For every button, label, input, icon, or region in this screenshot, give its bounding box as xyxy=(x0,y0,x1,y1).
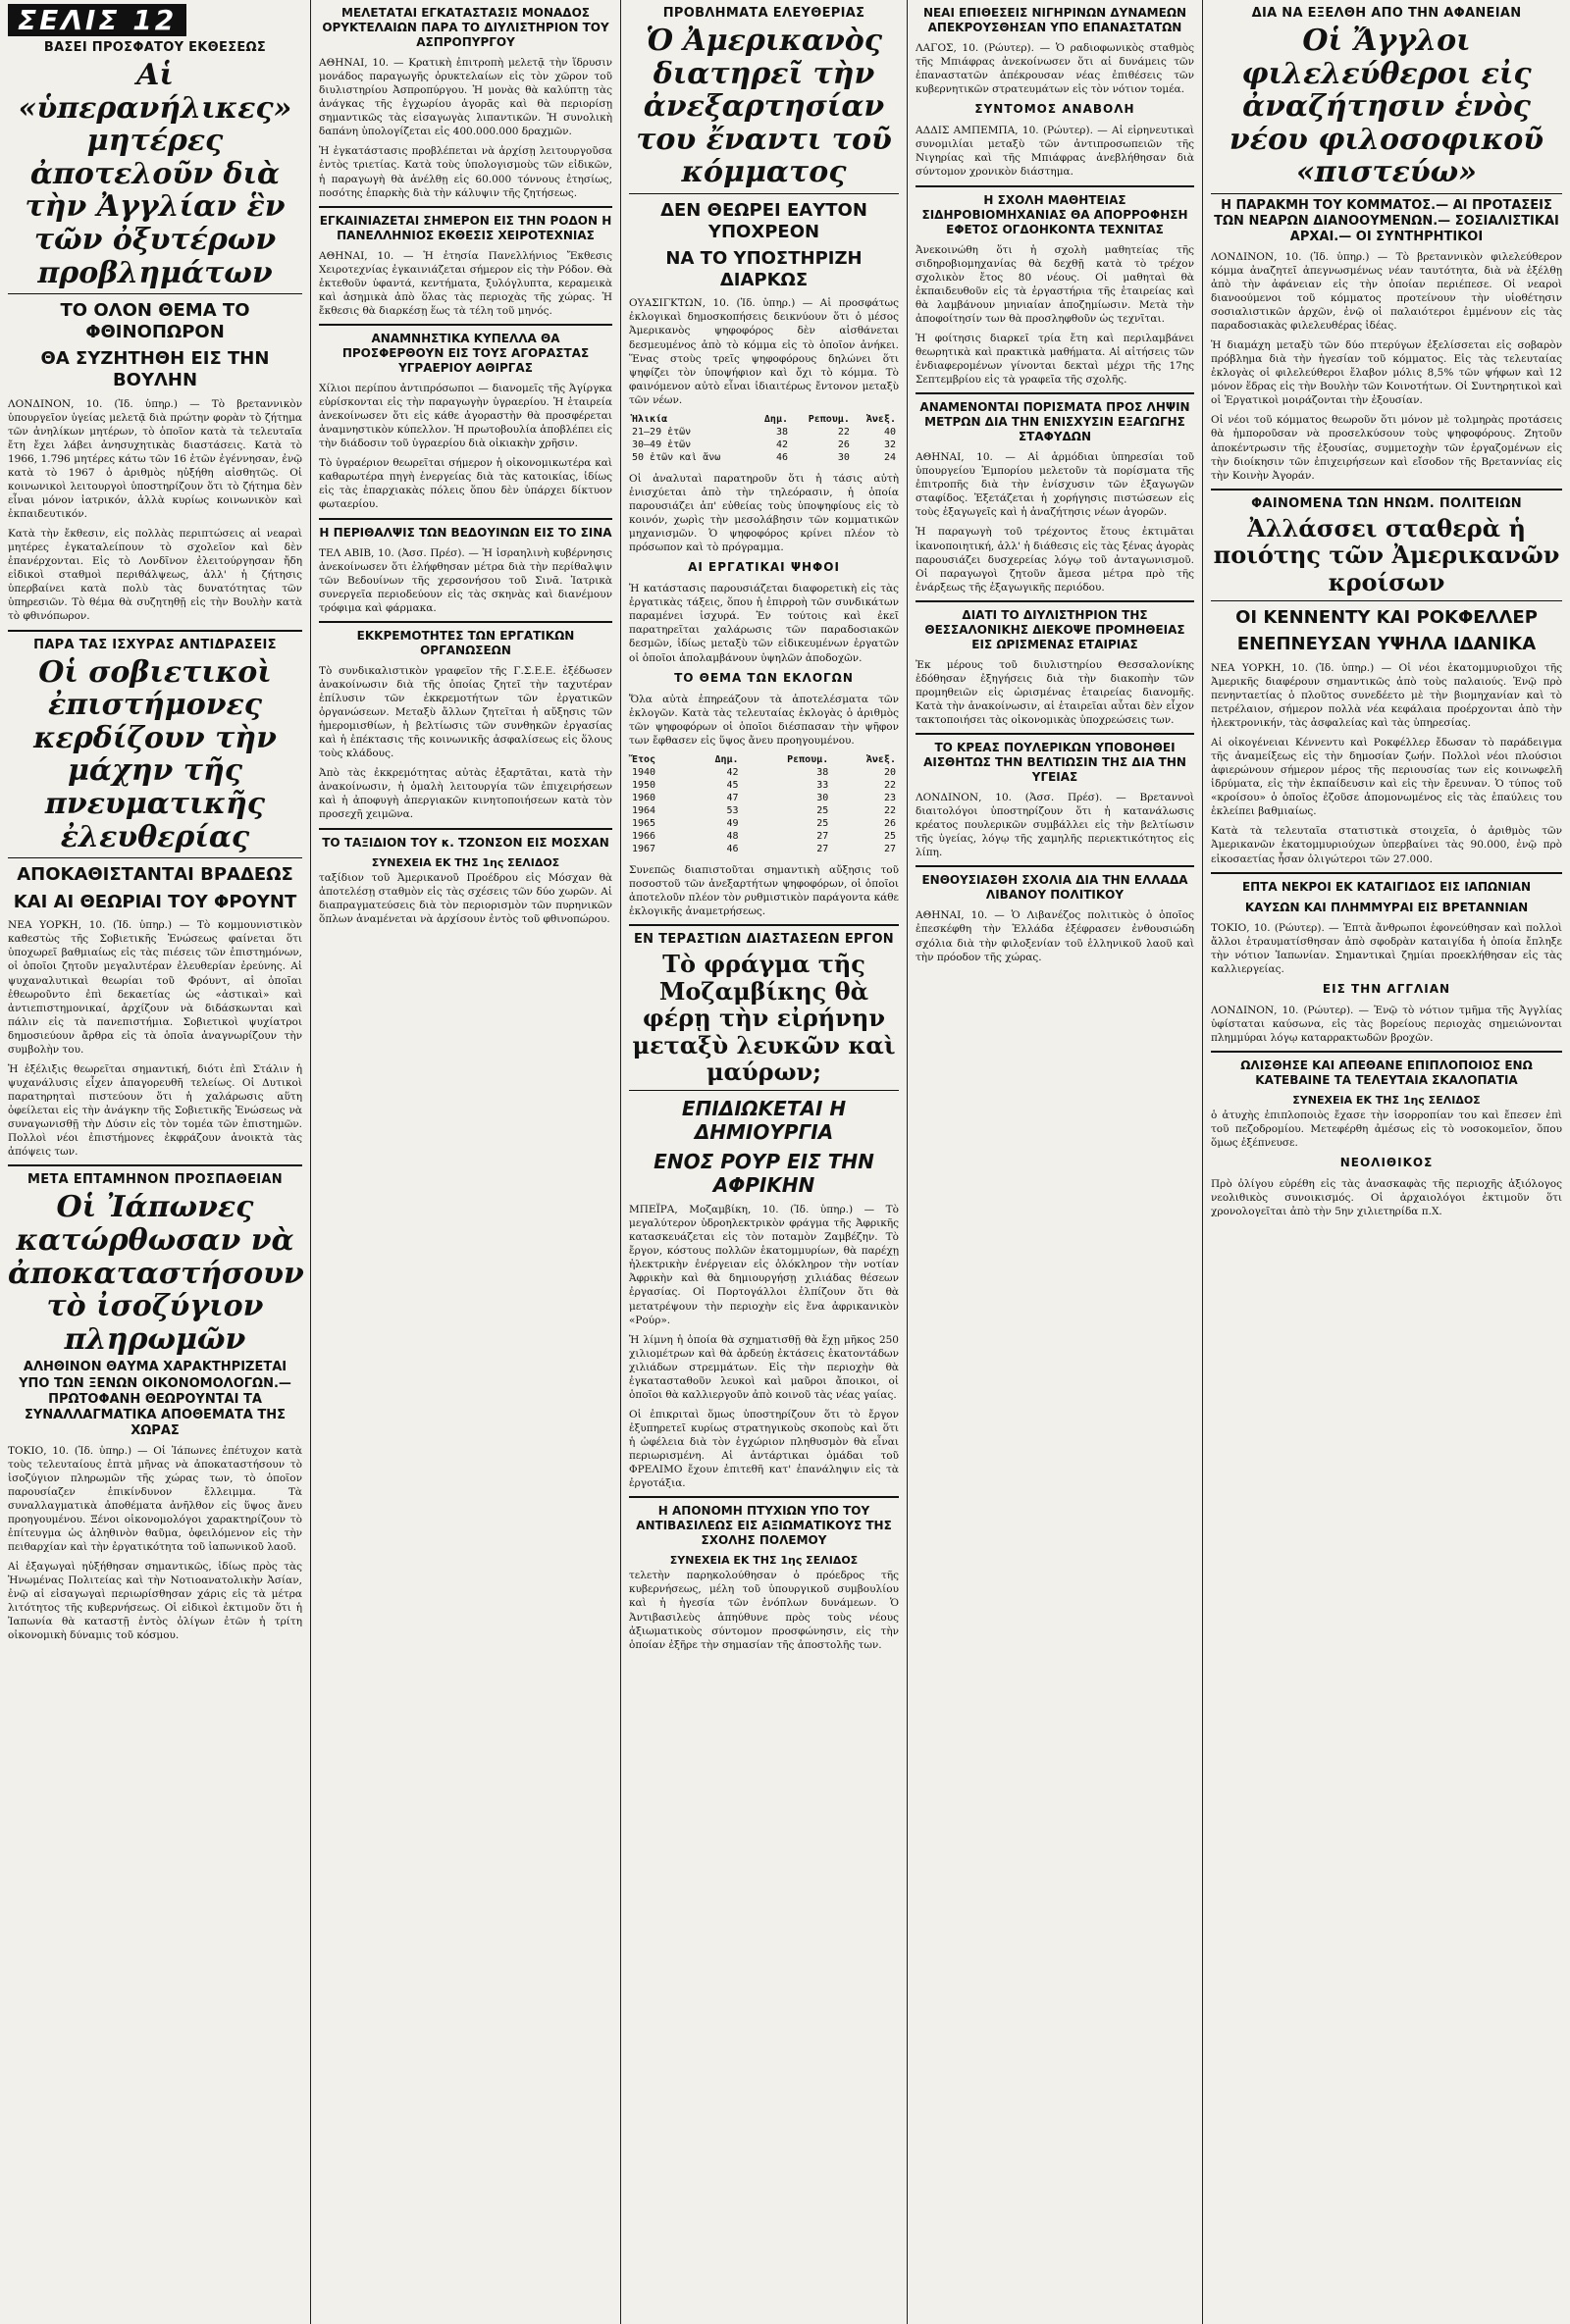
article-body: Ἡ παραγωγὴ τοῦ τρέχοντος ἔτους ἐκτιμᾶται ἱκανοποιητική, ἀλλ' ἡ διάθεσις εἰς τὰς ξένας ἀγορὰς παρουσιάζει δυσχερείας λόγῳ τοῦ ἀνταγωνισμοῦ. Οἱ παραγωγοὶ ζητοῦν ἄμεσα μέτρα πρὸ τῆς ἐνάρξεως τῆς ἐξαγωγικῆς περιόδου. xyxy=(916,526,1194,594)
subhead: ΘΑ ΣΥΖΗΤΗΘΗ ΕΙΣ ΤΗΝ ΒΟΥΛΗΝ xyxy=(40,348,270,390)
stats-years-cell: 45 xyxy=(726,779,739,791)
kicker: Η ΠΕΡΙΘΑΛΨΙΣ ΤΩΝ ΒΕΔΟΥΙΝΩΝ ΕΙΣ ΤΟ ΣΙΝΑ xyxy=(319,525,612,540)
stats-table-age xyxy=(629,413,899,464)
stats-years-cell: 1967 xyxy=(632,843,656,854)
continuation-label: ΣΥΝΕΧΕΙΑ ΕΚ ΤΗΣ 1ης ΣΕΛΙΔΟΣ xyxy=(1292,1094,1481,1107)
stats-years-cell: 25 xyxy=(816,817,829,829)
article-body: Ἡ λίμνη ἡ ὁποία θὰ σχηματισθῇ θὰ ἔχῃ μῆκος 250 χιλιομέτρων καὶ θὰ ἀρδεύῃ ἐκτάσεις ἑκατοντάδων χιλιάδων στρεμμάτων. Εἰς τὴν περιοχὴν θὰ ἐγκατασταθοῦν λευκοὶ καὶ μαῦροι ἄποικοι, οἱ ὁποῖοι θὰ καλλιεργοῦν ἀπὸ κοινοῦ τὰς νέας γαίας. xyxy=(629,1333,899,1401)
subhead: ΔΕΝ ΘΕΩΡΕΙ ΕΑΥΤΟΝ ΥΠΟΧΡΕΟΝ xyxy=(660,199,867,242)
stats-years-cell: 33 xyxy=(816,779,829,791)
stats-years-row xyxy=(629,779,899,792)
stats-years-cell: 1940 xyxy=(632,766,656,778)
article-body: ΑΔΔΙΣ ΑΜΠΕΜΠΑ, 10. (Ρώυτερ). — Αἱ εἰρηνευτικαὶ συνομιλίαι μεταξὺ τῶν ἀντιπροσωπειῶν τῆς Νιγηρίας καὶ τῆς Μπιάφρας ἀνεβλήθησαν διὰ σύντομον χρονικὸν διάστημα. xyxy=(916,125,1194,179)
section-sign: ΣΥΝΤΟΜΟΣ ΑΝΑΒΟΛΗ xyxy=(974,102,1135,117)
article-body: ΝΕΑ ΥΟΡΚΗ, 10. (Ἰδ. ὑπηρ.) — Οἱ νέοι ἑκατομμυριοῦχοι τῆς Ἀμερικῆς διαφέρουν σημαντικῶς ἀπὸ τοὺς παλαιούς. Ἐνῷ πρὸ πενηνταετίας ὁ πλοῦτος συνεδέετο μὲ τὴν βιομηχανίαν καὶ τὸ πετρέλαιον, σήμερον πολλὰ νέα κεφάλαια προέρχονται ἀπὸ τὴν ἠλεκτρονικήν, τὰς ἀσφαλείας καὶ τὰς ὑπηρεσίας. xyxy=(1211,661,1562,729)
stats-years-cell: 30 xyxy=(816,792,829,803)
stats-years-cell: 1966 xyxy=(632,830,656,842)
stats-years-cell: 27 xyxy=(883,843,896,854)
page-number-masthead: ΣΕΛΙΣ 12 xyxy=(8,4,186,36)
kicker: ΤΟ ΤΑΞΙΔΙΟΝ ΤΟΥ κ. ΤΖΟΝΣΟΝ ΕΙΣ ΜΟΣΧΑΝ xyxy=(322,835,609,850)
kicker: ΔΙΑΤΙ ΤΟ ΔΙΥΛΙΣΤΗΡΙΟΝ ΤΗΣ ΘΕΣΣΑΛΟΝΙΚΗΣ ΔΙΕΚΟΨΕ ΠΡΟΜΗΘΕΙΑΣ ΕΙΣ ΩΡΙΣΜΕΝΑΣ ΕΤΑΙΡΙΑΣ xyxy=(924,607,1185,651)
article-body: ΑΘΗΝΑΙ, 10. — Αἱ ἁρμόδιαι ὑπηρεσίαι τοῦ ὑπουργείου Ἐμπορίου μελετοῦν τὰ πορίσματα τῆς ἐπιτροπῆς διὰ τὴν ἐνίσχυσιν τῶν ἐξαγωγῶν σταφίδος. Ἐξετάζεται ἡ χορήγησις πιστώσεων εἰς τοὺς ἐξαγωγεῖς καὶ ἡ ἀναζήτησις νέων ἀγορῶν. xyxy=(916,451,1194,519)
kicker: ΕΚΚΡΕΜΟΤΗΤΕΣ ΤΩΝ ΕΡΓΑΤΙΚΩΝ ΟΡΓΑΝΩΣΕΩΝ xyxy=(356,628,575,657)
kicker: ΚΑΥΣΩΝ ΚΑΙ ΠΛΗΜΜΥΡΑΙ ΕΙΣ ΒΡΕΤΑΝΝΙΑΝ xyxy=(1244,900,1529,914)
article-body: Ἡ κατάστασις παρουσιάζεται διαφορετικὴ εἰς τὰς ἐργατικὰς τάξεις, ὅπου ἡ ἐπιρροὴ τῶν συνδικάτων παραμένει ἰσχυρά. Ἐν τούτοις καὶ ἐκεῖ παρατηρεῖται χαλάρωσις τῶν παραδοσιακῶν δεσμῶν, ἰδίως μεταξὺ τῶν εἰδικευμένων ἐργατῶν οἱ ὁποῖοι ἀπολαμβάνουν ὑψηλῶν ἀποδοχῶν. xyxy=(629,583,899,664)
stats-years-row xyxy=(629,830,899,843)
article-body: τελετὴν παρηκολούθησαν ὁ πρόεδρος τῆς κυβερνήσεως, μέλη τοῦ ὑπουργικοῦ συμβουλίου καὶ ἡ ἡγεσία τῶν ἐνόπλων δυνάμεων. Ὁ Ἀντιβασιλεὺς ἀπηύθυνε πρὸς τοὺς νέους ἀξιωματικοὺς σύντομον προσφώνησιν, εἰς τὴν ὁποίαν ἐξῆρε τὴν σημασίαν τῆς ἀποστολῆς των. xyxy=(629,1570,899,1651)
article-body: ΟΥΑΣΙΓΚΤΩΝ, 10. (Ἰδ. ὑπηρ.) — Αἱ προσφάτως ἐκλογικαὶ δημοσκοπήσεις δεικνύουν ὅτι ὁ μέσος Ἀμερικανὸς ψηφοφόρος δὲν αἰσθάνεται δεσμευμένος ἀπὸ τὸ κόμμα εἰς τὸ ὁποῖον ἀνήκει. Ἕνας στοὺς τρεῖς ψηφοφόρους δηλώνει ὅτι ψηφίζει τὸν ὑποψήφιον καὶ ὄχι τὸ κόμμα. Τὸ φαινόμενον αὐτὸ εἶναι ἰδιαιτέρως ἔντονον μεταξὺ τῶν νέων. xyxy=(629,297,899,406)
headline-japan-balance: Οἱ Ἰάπωνες κατώρθωσαν νὰ ἀποκαταστήσουν τὸ ἰσοζύγιον πληρωμῶν xyxy=(8,1190,304,1357)
stats-years-cell: 49 xyxy=(726,817,739,829)
stats-years-cell: 27 xyxy=(816,830,829,842)
kicker: ΑΝΑΜΝΗΣΤΙΚΑ ΚΥΠΕΛΛΑ ΘΑ ΠΡΟΣΦΕΡΘΟΥΝ ΕΙΣ ΤΟΥΣ ΑΓΟΡΑΣΤΑΣ ΥΓΡΑΕΡΙΟΥ ΑΘΙΡΓΑΣ xyxy=(341,331,590,375)
column-5 xyxy=(1203,0,1570,2324)
section-sign: ΕΙΣ ΤΗΝ ΑΓΓΛΙΑΝ xyxy=(1322,981,1451,996)
kicker: ΔΙΑ ΝΑ ΕΞΕΛΘΗ ΑΠΟ ΤΗΝ ΑΦΑΝΕΙΑΝ xyxy=(1251,6,1522,21)
stats-age-row xyxy=(629,439,899,451)
kicker: ΕΠΤΑ ΝΕΚΡΟΙ ΕΚ ΚΑΤΑΙΓΙΔΟΣ ΕΙΣ ΙΑΠΩΝΙΑΝ xyxy=(1241,879,1532,894)
article-body: ΛΑΓΟΣ, 10. (Ρώυτερ). — Ὁ ραδιοφωνικὸς σταθμὸς τῆς Μπιάφρας ἀνεκοίνωσεν ὅτι αἱ δυνάμεις τῶν ἐπαναστατῶν ἀπέκρουσαν νέας ἐπιθέσεις τῶν κυβερνητικῶν στρατευμάτων εἰς τὸν νότιον τομέα. xyxy=(916,42,1194,96)
stats-age-cell: 46 xyxy=(775,451,788,463)
kicker: ΠΑΡΑ ΤΑΣ ΙΣΧΥΡΑΣ ΑΝΤΙΔΡΑΣΕΙΣ xyxy=(33,637,277,652)
stats-years-row xyxy=(629,804,899,817)
stats-years-cell: 20 xyxy=(883,766,896,778)
column-2 xyxy=(311,0,620,2324)
article-body: Ἀνεκοινώθη ὅτι ἡ σχολὴ μαθητείας τῆς σιδηροβιομηχανίας θὰ δεχθῇ κατὰ τὸ τρέχον σχολικὸν ἔτος 80 νέους. Οἱ μαθηταὶ θὰ ἐκπαιδευθοῦν εἰς τὰ ἐργαστήρια τῆς ἑταιρείας καὶ θὰ λαμβάνουν μηνιαίαν ἀποζημίωσιν. Μετὰ τὴν ἀποφοίτησίν των θὰ προσληφθοῦν ὡς τεχνῖται. xyxy=(916,243,1194,325)
subhead: Η ΠΑΡΑΚΜΗ ΤΟΥ ΚΟΜΜΑΤΟΣ.— ΑΙ ΠΡΟΤΑΣΕΙΣ ΤΩΝ ΝΕΑΡΩΝ ΔΙΑΝΟΟΥΜΕΝΩΝ.— ΣΟΣΙΑΛΙΣΤΙΚΑΙ ΑΡΧΑΙ.— ΟΙ ΣΥΝΤΗΡΗΤΙΚΟΙ xyxy=(1214,197,1559,245)
headline-american-independence: Ὁ Ἀμερικανὸς διατηρεῖ τὴν ἀνεξαρτησίαν του ἔναντι τοῦ κόμματος xyxy=(636,24,892,190)
stats-years-cell: 22 xyxy=(883,804,896,816)
stats-age-cell: 24 xyxy=(883,451,896,463)
stats-age-header-cell: Δημ. xyxy=(763,413,788,425)
stats-years-cell: 42 xyxy=(726,766,739,778)
article-body: ΛΟΝΔΙΝΟΝ, 10. (Ρώυτερ). — Ἐνῷ τὸ νότιον τμῆμα τῆς Ἀγγλίας ὑφίσταται καύσωνα, εἰς τὰς βορείους περιοχὰς σημειώνονται πλημμύραι λόγῳ καταρρακτωδῶν βροχῶν. xyxy=(1211,1004,1562,1044)
stats-years-cell: 38 xyxy=(816,766,829,778)
stats-years-row xyxy=(629,843,899,855)
article-body: Οἱ ἀναλυταὶ παρατηροῦν ὅτι ἡ τάσις αὐτὴ ἐνισχύεται ἀπὸ τὴν τηλεόρασιν, ἡ ὁποία παρουσιάζει ἀπ' εὐθείας τοὺς ὑποψηφίους εἰς τὸ κοινόν, χωρὶς τὴν μεσολάβησιν τῶν κομματικῶν μηχανισμῶν. Ὁ ψηφοφόρος κρίνει πλέον τὸ πρόσωπον καὶ τὸ πρόγραμμα. xyxy=(629,472,899,554)
article-body: ΜΠΕΪΡΑ, Μοζαμβίκη, 10. (Ἰδ. ὑπηρ.) — Τὸ μεγαλύτερον ὑδροηλεκτρικὸν φράγμα τῆς Ἀφρικῆς κατασκευάζεται εἰς τὸν ποταμὸν Ζαμβέζην. Τὸ ἔργον, κόστους πολλῶν ἑκατομμυρίων, θὰ παρέχῃ ἠλεκτρικὴν ἐνέργειαν εἰς ὁλόκληρον τὴν νοτίαν Ἀφρικὴν καὶ θὰ δημιουργήσῃ χιλιάδας θέσεων ἐργασίας. Οἱ Πορτογάλλοι ἐλπίζουν ὅτι θὰ μετατρέψουν τὴν περιοχὴν εἰς ἕνα ἀφρικανικὸν «Ρούρ». xyxy=(629,1204,899,1326)
stats-years-cell: 22 xyxy=(883,779,896,791)
stats-age-cell: 22 xyxy=(837,426,850,438)
kicker: ΠΡΟΒΛΗΜΑΤΑ ΕΛΕΥΘΕΡΙΑΣ xyxy=(662,6,865,21)
stats-years-cell: 25 xyxy=(816,804,829,816)
article-body: Πρὸ ὀλίγου εὑρέθη εἰς τὰς ἀνασκαφὰς τῆς περιοχῆς ἀξιόλογος νεολιθικὸς συνοικισμός. Οἱ ἀρχαιολόγοι ἐκτιμοῦν ὅτι χρονολογεῖται ἀπὸ τὴν 5ην χιλιετηρίδα π.Χ. xyxy=(1211,1178,1562,1218)
article-body: ΤΟΚΙΟ, 10. (Ἰδ. ὑπηρ.) — Οἱ Ἰάπωνες ἐπέτυχον κατὰ τοὺς τελευταίους ἑπτὰ μῆνας νὰ ἀποκαταστήσουν τὸ ἰσοζύγιον πληρωμῶν τῆς χώρας των, τὸ ὁποῖον παρουσίαζεν ἐπικίνδυνον ἔλλειμμα. Τὰ συναλλαγματικὰ ἀποθέματα ἀνῆλθον εἰς ὕψος ἄνευ προηγουμένου. Ξένοι οἰκονομολόγοι χαρακτηρίζουν τὸ ἐπίτευγμα ὡς ἀληθινὸν θαῦμα, ὀφειλόμενον εἰς τὴν πειθαρχίαν καὶ τὴν ἐργατικότητα τοῦ ἰαπωνικοῦ λαοῦ. xyxy=(8,1444,302,1553)
kicker: ΜΕΛΕΤΑΤΑΙ ΕΓΚΑΤΑΣΤΑΣΙΣ ΜΟΝΑΔΟΣ ΟΡΥΚΤΕΛΑΙΩΝ ΠΑΡΑ ΤΟ ΔΙΥΛΙΣΤΗΡΙΟΝ ΤΟΥ ΑΣΠΡΟΠΥΡΓΟΥ xyxy=(322,6,609,49)
article-body: ΤΕΛ ΑΒΙΒ, 10. (Ἀσσ. Πρέσ). — Ἡ ἰσραηλινὴ κυβέρνησις ἀνεκοίνωσεν ὅτι ἐλήφθησαν μέτρα διὰ τὴν περίθαλψιν τῶν Βεδουίνων τῆς χερσονήσου τοῦ Σινᾶ. Ἰατρικὰ συνεργεῖα περιοδεύουν εἰς τὰς σκηνὰς καὶ διανέμουν τρόφιμα καὶ φάρμακα. xyxy=(319,546,612,614)
subhead: ΝΑ ΤΟ ΥΠΟΣΤΗΡΙΖΗ ΔΙΑΡΚΩΣ xyxy=(665,248,863,290)
article-body: Ἐκ μέρους τοῦ διυλιστηρίου Θεσσαλονίκης ἐδόθησαν ἐξηγήσεις διὰ τὴν διακοπὴν τῶν προμηθειῶν εἰς ὡρισμένας ἑταιρείας διανομῆς. Κατὰ τὴν ἀνακοίνωσιν, αἱ ἑταιρεῖαι αὗται δὲν εἶχον τακτοποιήσει τὰς οἰκονομικὰς ὑποχρεώσεις των. xyxy=(916,658,1194,726)
article-body: Κατὰ τὴν ἔκθεσιν, εἰς πολλὰς περιπτώσεις αἱ νεαραὶ μητέρες ἐγκαταλείπουν τὸ σχολεῖον καὶ δὲν ἐπανέρχονται. Εἰς τὸ Λονδῖνον ἐλειτούργησαν ἤδη εἰδικοὶ σταθμοὶ περιθάλψεως, ἀλλ' ἡ ζήτησις ὑπερβαίνει κατὰ πολὺ τὰς δυνατότητας τῶν ὑπηρεσιῶν. Τὸ θέμα θὰ συζητηθῇ εἰς τὴν Βουλὴν κατὰ τὸ φθινόπωρον. xyxy=(8,528,302,623)
subhead: ΑΠΟΚΑΘΙΣΤΑΝΤΑΙ ΒΡΑΔΕΩΣ xyxy=(17,864,293,886)
subhead: ΕΝΕΠΝΕΥΣΑΝ ΥΨΗΛΑ ΙΔΑΝΙΚΑ xyxy=(1236,634,1537,655)
stats-age-header-cell: Ἡλικία xyxy=(632,413,668,425)
stats-table-years xyxy=(629,753,899,855)
stats-years-row xyxy=(629,817,899,830)
article-body: ταξίδιον τοῦ Ἀμερικανοῦ Προέδρου εἰς Μόσχαν θὰ ἀποτελέσῃ σταθμὸν εἰς τὰς σχέσεις τῶν δύο χωρῶν. Αἱ διαπραγματεύσεις διὰ τὸν περιορισμὸν τῶν πυρηνικῶν ὅπλων ἀναμένεται νὰ ἀρχίσουν ἐντὸς τοῦ φθινοπώρου. xyxy=(319,871,612,925)
kicker: Η ΑΠΟΝΟΜΗ ΠΤΥΧΙΩΝ ΥΠΟ ΤΟΥ ΑΝΤΙΒΑΣΙΛΕΩΣ ΕΙΣ ΑΞΙΩΜΑΤΙΚΟΥΣ ΤΗΣ ΣΧΟΛΗΣ ΠΟΛΕΜΟΥ xyxy=(636,1504,892,1548)
stats-years-cell: 1960 xyxy=(632,792,656,803)
stats-years-cell: 1950 xyxy=(632,779,656,791)
article-body: Κατὰ τὰ τελευταῖα στατιστικὰ στοιχεῖα, ὁ ἀριθμὸς τῶν Ἀμερικανῶν ἑκατομμυριούχων ὑπερβαίνει τὰς 90.000, ἐνῷ πρὸ εἰκοσαετίας ἦσαν ὀλιγώτεροι τῶν 27.000. xyxy=(1211,825,1562,865)
article-body: ὁ ἀτυχὴς ἐπιπλοποιὸς ἔχασε τὴν ἰσορροπίαν του καὶ ἔπεσεν ἐπὶ τοῦ πεζοδρομίου. Μετεφέρθη ἀμέσως εἰς τὸ νοσοκομεῖον, ὅπου ὅμως ἐξέπνευσε. xyxy=(1211,1110,1562,1150)
article-body: Οἱ νέοι τοῦ κόμματος θεωροῦν ὅτι μόνον μὲ τολμηρὰς προτάσεις θὰ ἠμποροῦσαν νὰ προσελκύσουν τοὺς ψηφοφόρους. Ζητοῦν ἀποκέντρωσιν τῆς ἐξουσίας, συμμετοχὴν τῶν ἐργαζομένων εἰς τὴν διοίκησιν τῶν ἐπιχειρήσεων καὶ εἴσοδον τῆς Βρεταννίας εἰς τὴν Κοινὴν Ἀγοράν. xyxy=(1211,414,1562,482)
column-1 xyxy=(0,0,310,2324)
stats-years-header-cell: Ἔτος xyxy=(632,753,656,765)
article-body: Ὅλα αὐτὰ ἐπηρεάζουν τὰ ἀποτελέσματα τῶν ἐκλογῶν. Κατὰ τὰς τελευταίας ἐκλογὰς ὁ ἀριθμὸς τῶν ψηφοφόρων οἱ ὁποῖοι διέσπασαν τὴν ψῆφον των ἔφθασεν εἰς ὕψος ἄνευ προηγουμένου. xyxy=(629,693,899,747)
stats-age-cell: 38 xyxy=(775,426,788,438)
continuation-label: ΣΥΝΕΧΕΙΑ ΕΚ ΤΗΣ 1ης ΣΕΛΙΔΟΣ xyxy=(669,1554,859,1568)
stats-years-row xyxy=(629,792,899,804)
stats-years-cell: 48 xyxy=(726,830,739,842)
article-body: ΛΟΝΔΙΝΟΝ, 10. (Ἰδ. ὑπηρ.) — Τὸ βρεταννικὸν φιλελεύθερον κόμμα ἀναζητεῖ ἀπεγνωσμένως νέαν ταυτότητα, διὰ νὰ ἐξέλθῃ ἀπὸ τὴν ἀφάνειαν εἰς τὴν ὁποίαν περιέπεσε. Οἱ νεαροὶ διανοούμενοι τοῦ κόμματος προτείνουν τὴν υἱοθέτησιν σοσιαλιστικῶν ἀρχῶν, ἐνῷ οἱ παλαιότεροι ἐμμένουν εἰς τὰς παραδοσιακὰς φιλελευθέρας ἰδέας. xyxy=(1211,250,1562,333)
stats-years-cell: 1964 xyxy=(632,804,656,816)
article-body: Τὸ ὑγραέριον θεωρεῖται σήμερον ἡ οἰκονομικωτέρα καὶ καθαρωτέρα πηγὴ ἐνεργείας διὰ τὰς κατοικίας, ἰδίως εἰς τὰς ἐπαρχιακὰς πόλεις ὅπου δὲν ὑπάρχει δίκτυον φωταερίου. xyxy=(319,457,612,511)
stats-age-cell: 30 xyxy=(837,451,850,463)
article-body: ΛΟΝΔΙΝΟΝ, 10. (Ἀσσ. Πρέσ). — Βρεταννοὶ διαιτολόγοι ὑποστηρίζουν ὅτι ἡ κατανάλωσις κρέατος πουλερικῶν συμβάλλει εἰς τὴν βελτίωσιν τῆς ὑγείας, λόγῳ τῆς χαμηλῆς περιεκτικότητος εἰς λίπη. xyxy=(916,792,1194,859)
headline-mothers: Αἱ «ὑπερανήλικες» μητέρες ἀποτελοῦν διὰ τὴν Ἀγγλίαν ἓν τῶν ὀξυτέρων προβλημάτων xyxy=(18,58,292,290)
stats-age-cell: 50 ἐτῶν καὶ ἄνω xyxy=(632,451,721,463)
article-body: ΑΘΗΝΑΙ, 10. — Ἡ ἐτησία Πανελλήνιος Ἔκθεσις Χειροτεχνίας ἐγκαινιάζεται σήμερον εἰς τὴν Ρόδον. Θὰ ἐκτεθοῦν ὑφαντά, κεντήματα, ξυλόγλυπτα, κεραμεικὰ καὶ ἀσημικὰ ἀπὸ ὅλας τὰς περιοχὰς τῆς χώρας. Ἡ ἔκθεσις θὰ διαρκέσῃ ἕως τὰ τέλη τοῦ μηνός. xyxy=(319,249,612,317)
stats-age-cell: 42 xyxy=(775,439,788,450)
kicker: ΕΝ ΤΕΡΑΣΤΙΩΝ ΔΙΑΣΤΑΣΕΩΝ ΕΡΓΟΝ xyxy=(634,932,894,948)
subhead: ΑΛΗΘΙΝΟΝ ΘΑΥΜΑ ΧΑΡΑΚΤΗΡΙΖΕΤΑΙ ΥΠΟ ΤΩΝ ΞΕΝΩΝ ΟΙΚΟΝΟΜΟΛΟΓΩΝ.— ΠΡΩΤΟΦΑΝΗ ΘΕΩΡΟΥΝΤΑΙ ΤΑ ΣΥΝΑΛΛΑΓΜΑΤΙΚΑ ΑΠΟΘΕΜΑΤΑ ΤΗΣ ΧΩΡΑΣ xyxy=(19,1360,291,1439)
stats-age-cell: 30—49 ἐτῶν xyxy=(632,439,692,450)
stats-years-header-cell: Ἀνεξ. xyxy=(865,753,896,765)
article-body: Αἱ οἰκογένειαι Κέννεντυ καὶ Ροκφέλλερ ἔδωσαν τὸ παράδειγμα τῆς ἀναμείξεως εἰς τὴν δημοσίαν ζωήν. Πολλοὶ νέοι πλούσιοι ἀφιερώνουν σήμερον μέρος τῆς περιουσίας των εἰς κοινωφελῆ ἱδρύματα, εἰς τὴν ἐκπαίδευσιν καὶ εἰς τὴν ἔρευναν. Ὁ τύπος τοῦ «κροίσου» ὁ ὁποῖος ἐζοῦσε ἀπομονωμένος εἰς τὰς ἐπαύλεις του ἐκλείπει βαθμιαίως. xyxy=(1211,737,1562,818)
article-body: Χίλιοι περίπου ἀντιπρόσωποι — διανομεῖς τῆς Ἀγίργκα εὑρίσκονται εἰς τὴν παραγωγὴν ὑγραερίου. Ἡ ἑταιρεία ἀνεκοίνωσεν ὅτι εἰς κάθε ἀγοραστὴν θὰ προσφέρεται ἀναμνηστικὸν κύπελλον. Ἡ πρωτοβουλία ἀποβλέπει εἰς τὴν διάδοσιν τοῦ ὑγραερίου διὰ οἰκιακὴν χρῆσιν. xyxy=(319,382,612,450)
stats-years-cell: 53 xyxy=(726,804,739,816)
stats-years-header-cell: Ρεπουμ. xyxy=(787,753,829,765)
stats-age-row xyxy=(629,426,899,439)
stats-years-cell: 1965 xyxy=(632,817,656,829)
article-body: ΝΕΑ ΥΟΡΚΗ, 10. (Ἰδ. ὑπηρ.) — Τὸ κομμουνιστικὸν καθεστὼς τῆς Σοβιετικῆς Ἑνώσεως φαίνεται ὅτι ὑποχωρεῖ βαθμιαίως εἰς τὰς πιέσεις τῶν ἐπιστημόνων, οἱ ὁποῖοι ζητοῦν μεγαλυτέραν ἐλευθερίαν ἐρεύνης. Αἱ ψυχαναλυτικαὶ θεωρίαι τοῦ Φρόυντ, αἱ ὁποῖαι ἐθεωροῦντο ἐπὶ δεκαετίας ὡς «ἀστικαὶ» καὶ ἀντιεπιστημονικαί, ἀρχίζουν νὰ διδάσκωνται καὶ πάλιν εἰς τὰ πανεπιστήμια. Σοβιετικοὶ ψυχίατροι δημοσιεύουν ἄρθρα εἰς τὰ ὁποῖα ἀναγνωρίζουν τὴν συμβολὴν του. xyxy=(8,919,302,1056)
stats-age-cell: 32 xyxy=(883,439,896,450)
article-body: ΑΘΗΝΑΙ, 10. — Ὁ Λιβανέζος πολιτικὸς ὁ ὁποῖος ἐπεσκέφθη τὴν Ἑλλάδα ἐξέφρασεν ἐνθουσιώδη σχόλια διὰ τὴν φιλοξενίαν τοῦ ἑλληνικοῦ λαοῦ καὶ τὴν πρόοδον τῆς χώρας. xyxy=(916,909,1194,963)
article-body: ΑΘΗΝΑΙ, 10. — Κρατικὴ ἐπιτροπὴ μελετᾷ τὴν ἵδρυσιν μονάδος παραγωγῆς ὀρυκτελαίων εἰς τὸν χῶρον τοῦ διυλιστηρίου Ἀσπροπύργου. Ἡ μονὰς θὰ καλύπτῃ τὰς ἀνάγκας τῆς ἐγχωρίου ἀγορᾶς καὶ θὰ περιορίσῃ σημαντικῶς τὰς εἰσαγωγὰς λιπαντικῶν. Ἡ συνολικὴ δαπάνη ὑπολογίζεται εἰς 400.000.000 δραχμῶν. xyxy=(319,57,612,138)
article-body: ΛΟΝΔΙΝΟΝ, 10. (Ἰδ. ὑπηρ.) — Τὸ βρεταννικὸν ὑπουργεῖον ὑγείας μελετᾷ διὰ πρώτην φορὰν τὸ ζήτημα τῶν ἀνηλίκων μητέρων, τὸ ὁποῖον κατὰ τὰ τελευταῖα ἔτη ἔχει λάβει ἀνησυχητικὰς διαστάσεις. Κατὰ τὸ 1966, 1.796 μητέρες κάτω τῶν 16 ἐτῶν ἐγέννησαν, ἐνῷ κατὰ τὸ 1967 ὁ ἀριθμὸς ηὐξήθη αἰσθητῶς. Οἱ κοινωνικοὶ λειτουργοὶ ὑποστηρίζουν ὅτι τὸ ζήτημα δὲν εἶναι μόνον ἰατρικόν, ἀλλὰ κυρίως κοινωνικὸν καὶ ἐκπαιδευτικόν. xyxy=(8,397,302,521)
stats-years-cell: 47 xyxy=(726,792,739,803)
article-body: Τὸ συνδικαλιστικὸν γραφεῖον τῆς Γ.Σ.Ε.Ε. ἐξέδωσεν ἀνακοίνωσιν διὰ τῆς ὁποίας ζητεῖ τὴν ταχυτέραν ἐπίλυσιν τῶν ἐκκρεμοτήτων τῶν ἐργατικῶν ὀργανώσεων. Μεταξὺ ἄλλων ζητεῖται ἡ αὔξησις τῶν ἡμερομισθίων, ἡ βελτίωσις τῶν συνθηκῶν ἐργασίας καὶ ἡ ἐπέκτασις τῆς κοινωνικῆς ἀσφαλίσεως εἰς ὅλους τοὺς κλάδους. xyxy=(319,664,612,760)
stats-age-header-cell: Ἀνεξ. xyxy=(865,413,896,425)
column-4 xyxy=(908,0,1202,2324)
stats-age-header-cell: Ρεπουμ. xyxy=(808,413,850,425)
column-3 xyxy=(621,0,907,2324)
kicker: ΜΕΤΑ ΕΠΤΑΜΗΝΟΝ ΠΡΟΣΠΑΘΕΙΑΝ xyxy=(27,1172,283,1188)
article-body: Συνεπῶς διαπιστοῦται σημαντικὴ αὔξησις τοῦ ποσοστοῦ τῶν ἀνεξαρτήτων ψηφοφόρων, οἱ ὁποῖοι ἀποτελοῦν πλέον τὸν ρυθμιστικὸν παράγοντα κάθε ἐκλογικῆς ἀναμετρήσεως. xyxy=(629,863,899,918)
article-body: Ἡ ἐγκατάστασις προβλέπεται νὰ ἀρχίσῃ λειτουργοῦσα ἐντὸς τριετίας. Κατὰ τοὺς ὑπολογισμοὺς τῶν εἰδικῶν, ἡ παραγωγὴ θὰ ἀνέλθῃ εἰς 60.000 τόννους ἐτησίως, ποσότης ἐπαρκὴς διὰ τὴν κάλυψιν τῆς ζητήσεως. xyxy=(319,145,612,199)
continuation-label: ΣΥΝΕΧΕΙΑ ΕΚ ΤΗΣ 1ης ΣΕΛΙΔΟΣ xyxy=(371,855,560,869)
headline-soviet-scientists: Οἱ σοβιετικοὶ ἐπιστήμονες κερδίζουν τὴν μάχην τῆς πνευματικῆς ἐλευθερίας xyxy=(33,654,277,854)
kicker: ΩΛΙΣΘΗΣΕ ΚΑΙ ΑΠΕΘΑΝΕ ΕΠΙΠΛΟΠΟΙΟΣ ΕΝΩ ΚΑΤΕΒΑΙΝΕ ΤΑ ΤΕΛΕΥΤΑΙΑ ΣΚΑΛΟΠΑΤΙΑ xyxy=(1240,1059,1533,1087)
subhead: ΕΠΙΔΙΩΚΕΤΑΙ Η ΔΗΜΙΟΥΡΓΙΑ xyxy=(681,1097,847,1145)
article-body: Αἱ ἐξαγωγαὶ ηὐξήθησαν σημαντικῶς, ἰδίως πρὸς τὰς Ἡνωμένας Πολιτείας καὶ τὴν Νοτιοανατολικὴν Ἀσίαν, ἐνῷ αἱ εἰσαγωγαὶ περιωρίσθησαν χάρις εἰς τὰ μέτρα λιτότητος τῆς κυβερνήσεως. Οἱ εἰδικοὶ ἐκτιμοῦν ὅτι ἡ Ἰαπωνία θὰ καταστῇ ἐντὸς ὀλίγων ἐτῶν ἡ τρίτη οἰκονομικὴ δύναμις τοῦ κόσμου. xyxy=(8,1561,302,1642)
stats-years-row xyxy=(629,766,899,779)
subhead: ΟΙ ΚΕΝΝΕΝΤΥ ΚΑΙ ΡΟΚΦΕΛΛΕΡ xyxy=(1235,606,1538,628)
stats-years-cell: 26 xyxy=(883,817,896,829)
article-body: Ἡ διαμάχη μεταξὺ τῶν δύο πτερύγων ἐξελίσσεται εἰς σοβαρὸν πρόβλημα διὰ τὴν ἡγεσίαν τοῦ κόμματος. Εἰς τὰς τελευταίας ἐκλογὰς οἱ φιλελεύθεροι ἔλαβον μόλις 8,5% τῶν ψήφων καὶ 12 μόνον ἕδρας εἰς τὴν Βουλὴν τῶν Κοινοτήτων. Οἱ Συντηρητικοὶ καὶ οἱ Ἐργατικοὶ μοιράζονται τὴν ἐξουσίαν. xyxy=(1211,339,1562,407)
stats-years-header-cell: Δημ. xyxy=(714,753,739,765)
stats-age-row xyxy=(629,451,899,464)
section-sign: ΤΟ ΘΕΜΑ ΤΩΝ ΕΚΛΟΓΩΝ xyxy=(674,670,854,685)
stats-years-cell: 46 xyxy=(726,843,739,854)
section-sign: ΝΕΟΛΙΘΙΚΟΣ xyxy=(1339,1156,1434,1170)
headline-american-croesuses: Ἀλλάσσει σταθερὰ ἡ ποιότης τῶν Ἀμερικανῶν κροίσων xyxy=(1213,513,1560,596)
stats-years-cell: 23 xyxy=(883,792,896,803)
stats-age-cell: 21—29 ἐτῶν xyxy=(632,426,692,438)
stats-years-cell: 25 xyxy=(883,830,896,842)
stats-years-cell: 27 xyxy=(816,843,829,854)
kicker: ΕΓΚΑΙΝΙΑΖΕΤΑΙ ΣΗΜΕΡΟΝ ΕΙΣ ΤΗΝ ΡΟΔΟΝ Η ΠΑΝΕΛΛΗΝΙΟΣ ΕΚΘΕΣΙΣ ΧΕΙΡΟΤΕΧΝΙΑΣ xyxy=(319,213,612,242)
article-body: Ἀπὸ τὰς ἐκκρεμότητας αὐτὰς ἐξαρτᾶται, κατὰ τὴν ἀνακοίνωσιν, ἡ ὁμαλὴ λειτουργία τῶν ἐπιχειρήσεων καὶ ἡ ἀποφυγὴ ἀπεργιακῶν κινητοποιήσεων κατὰ τὸν προσεχῆ χειμῶνα. xyxy=(319,767,612,821)
article-body: ΤΟΚΙΟ, 10. (Ρώυτερ). — Ἑπτὰ ἄνθρωποι ἐφονεύθησαν καὶ πολλοὶ ἄλλοι ἐτραυματίσθησαν ἀπὸ σφοδρὰν καταιγίδα ἡ ὁποία ἔπληξε τὴν νότιον Ἰαπωνίαν. Σημαντικαὶ ζημίαι προεκλήθησαν εἰς τὰς καλλιεργείας. xyxy=(1211,921,1562,975)
subhead: ΤΟ ΟΛΟΝ ΘΕΜΑ ΤΟ ΦΘΙΝΟΠΩΡΟΝ xyxy=(60,300,250,342)
headline-mozambique-dam: Τὸ φράγμα τῆς Μοζαμβίκης θὰ φέρῃ τὴν εἰρήνην μεταξὺ λευκῶν καὶ μαύρων; xyxy=(632,950,896,1087)
kicker: ΤΟ ΚΡΕΑΣ ΠΟΥΛΕΡΙΚΩΝ ΥΠΟΒΟΗΘΕΙ ΑΙΣΘΗΤΩΣ ΤΗΝ ΒΕΛΤΙΩΣΙΝ ΤΗΣ ΔΙΑ ΤΗΝ ΥΓΕΙΑΣ xyxy=(923,741,1186,785)
subhead: ΚΑΙ ΑΙ ΘΕΩΡΙΑΙ ΤΟΥ ΦΡΟΥΝΤ xyxy=(13,891,297,912)
stats-age-cell: 26 xyxy=(837,439,850,450)
stats-age-cell: 40 xyxy=(883,426,896,438)
headline-british-liberals: Οἱ Ἄγγλοι φιλελεύθεροι εἰς ἀναζήτησιν ἑνὸς νέου φιλοσοφικοῦ «πιστεύω» xyxy=(1229,24,1544,190)
article-body: Οἱ ἐπικριταὶ ὅμως ὑποστηρίζουν ὅτι τὸ ἔργον ἐξυπηρετεῖ κυρίως στρατηγικοὺς σκοποὺς καὶ ὅτι ἡ ὠφέλεια διὰ τὸν ἐγχώριον πληθυσμὸν θὰ εἶναι περιωρισμένη. Αἱ ἀντάρτικαι ὁμάδαι τοῦ ΦΡΕΛΙΜΟ ἔχουν ἐπιτεθῆ κατ' ἐπανάληψιν εἰς τὰ ἐργοτάξια. xyxy=(629,1408,899,1490)
article-body: Ἡ φοίτησις διαρκεῖ τρία ἔτη καὶ περιλαμβάνει θεωρητικὰ καὶ πρακτικὰ μαθήματα. Αἱ αἰτήσεις τῶν ἐνδιαφερομένων γίνονται δεκταὶ μέχρι τῆς 17ης Σεπτεμβρίου εἰς τὰ γραφεῖα τῆς σχολῆς. xyxy=(916,332,1194,387)
article-body: Ἡ ἐξέλιξις θεωρεῖται σημαντική, διότι ἐπὶ Στάλιν ἡ ψυχανάλυσις εἶχεν ἀπαγορευθῆ τελείως. Οἱ Δυτικοὶ παρατηρηταὶ πιστεύουν ὅτι ἡ χαλάρωσις αὕτη ὀφείλεται εἰς τὴν ἀνάγκην τῆς Σοβιετικῆς Ἑνώσεως νὰ συναγωνισθῇ τὴν Δύσιν εἰς τὸν τομέα τῶν ἐπιστημῶν. Πολλοὶ νέοι ἐπιστήμονες ἐκφράζουν ἀνοικτὰ τὰς ἀπόψεις των. xyxy=(8,1062,302,1159)
subhead: ΕΝΟΣ ΡΟΥΡ ΕΙΣ ΤΗΝ ΑΦΡΙΚΗΝ xyxy=(654,1150,874,1198)
kicker: ΝΕΑΙ ΕΠΙΘΕΣΕΙΣ ΝΙΓΗΡΙΝΩΝ ΔΥΝΑΜΕΩΝ ΑΠΕΚΡΟΥΣΘΗΣΑΝ ΥΠΟ ΕΠΑΝΑΣΤΑΤΩΝ xyxy=(922,6,1187,34)
kicker: ΒΑΣΕΙ ΠΡΟΣΦΑΤΟΥ ΕΚΘΕΣΕΩΣ xyxy=(43,40,267,55)
kicker: ΦΑΙΝΟΜΕΝΑ ΤΩΝ ΗΝΩΜ. ΠΟΛΙΤΕΙΩΝ xyxy=(1251,495,1522,511)
section-sign: ΑΙ ΕΡΓΑΤΙΚΑΙ ΨΗΦΟΙ xyxy=(688,560,840,575)
kicker: ΑΝΑΜΕΝΟΝΤΑΙ ΠΟΡΙΣΜΑΤΑ ΠΡΟΣ ΛΗΨΙΝ ΜΕΤΡΩΝ ΔΙΑ ΤΗΝ ΕΝΙΣΧΥΣΙΝ ΕΞΑΓΩΓΗΣ ΣΤΑΦΥΔΩΝ xyxy=(919,400,1190,444)
kicker: ΕΝΘΟΥΣΙΑΣΘΗ ΣΧΟΛΙΑ ΔΙΑ ΤΗΝ ΕΛΛΑΔΑ ΛΙΒΑΝΟΥ ΠΟΛΙΤΙΚΟΥ xyxy=(921,873,1188,903)
kicker: Η ΣΧΟΛΗ ΜΑΘΗΤΕΙΑΣ ΣΙΔΗΡΟΒΙΟΜΗΧΑΝΙΑΣ ΘΑ ΑΠΟΡΡΟΦΗΣΗ ΕΦΕΤΟΣ ΟΓΔΟΗΚΟΝΤΑ ΤΕΧΝΙΤΑΣ xyxy=(921,192,1188,236)
